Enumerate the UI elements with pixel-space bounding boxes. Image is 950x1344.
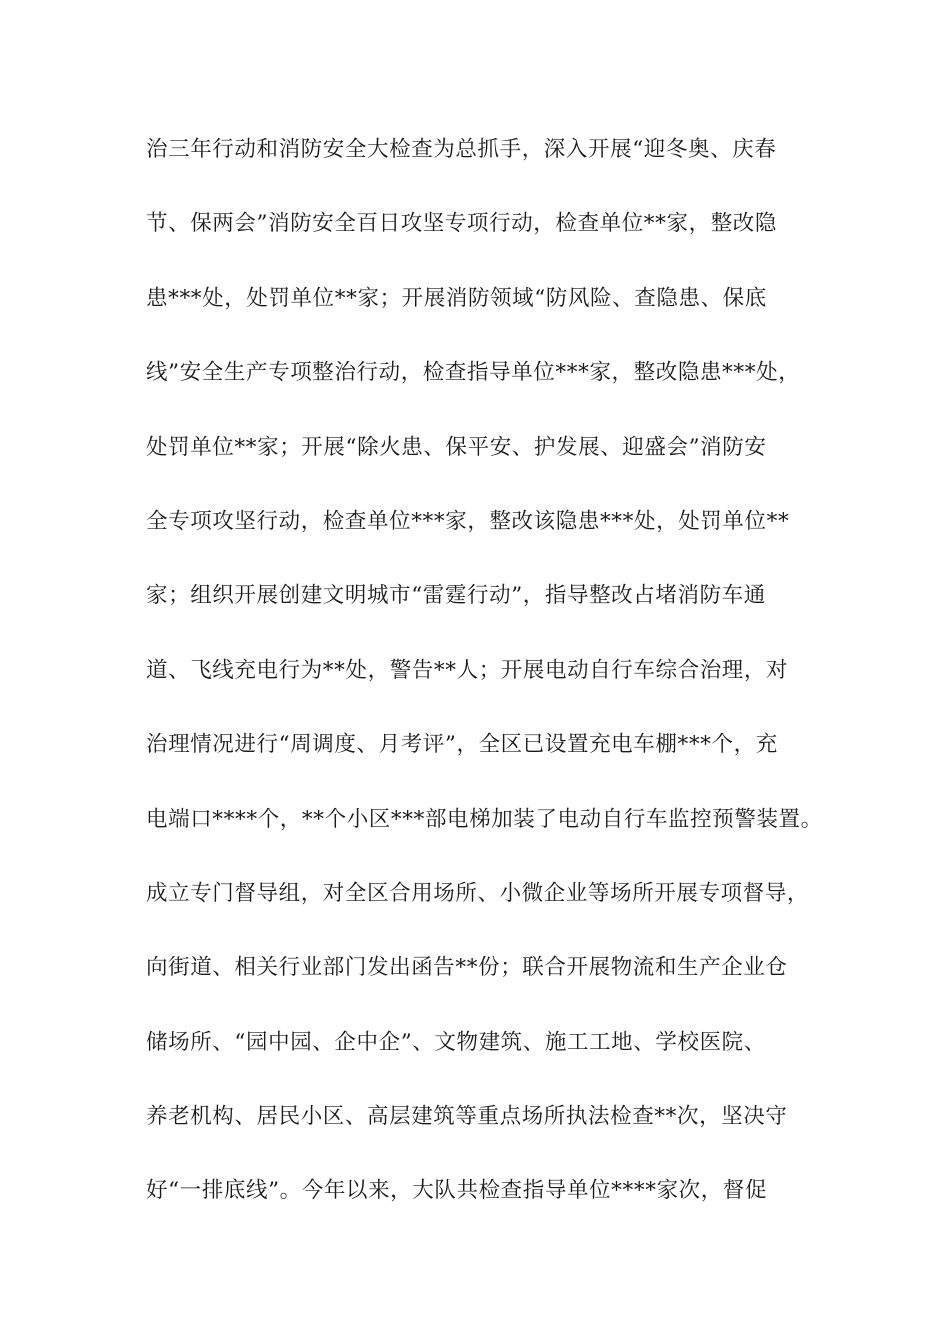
text-line: 养老机构、居民小区、高层建筑等重点场所执法检查**次，坚决守 xyxy=(146,1104,788,1130)
body-text xyxy=(146,136,846,1252)
text-line: 道、飞线充电行为**处，警告**人；开展电动自行车综合治理，对 xyxy=(146,657,789,683)
text-line: 成立专门督导组，对全区合用场所、小微企业等场所开展专项督导， xyxy=(146,880,810,906)
text-line: 向街道、相关行业部门发出函告**份；联合开展物流和生产企业仓 xyxy=(146,955,788,981)
text-line: 治理情况进行“周调度、月考评”，全区已设置充电车棚***个，充 xyxy=(146,732,778,758)
text-line: 电端口****个，**个小区***部电梯加装了电动自行车监控预警装置。 xyxy=(146,806,823,832)
text-line: 患***处，处罚单位**家；开展消防领域“防风险、查隐患、保底 xyxy=(146,285,767,311)
text-line: 全专项攻坚行动，检查单位***家，整改该隐患***处，处罚单位** xyxy=(146,508,790,534)
text-line: 节、保两会”消防安全百日攻坚专项行动，检查单位**家，整改隐 xyxy=(146,211,777,237)
text-line: 好“一排底线”。今年以来，大队共检查指导单位****家次，督促 xyxy=(146,1178,768,1204)
text-line: 处罚单位**家；开展“除火患、保平安、护发展、迎盛会”消防安 xyxy=(146,434,767,460)
text-line: 线”安全生产专项整治行动，检查指导单位***家，整改隐患***处， xyxy=(146,360,801,386)
text-line: 治三年行动和消防安全大检查为总抓手，深入开展“迎冬奥、庆春 xyxy=(146,137,777,162)
text-line: 家；组织开展创建文明城市“雷霆行动”，指导整改占堵消防车通 xyxy=(146,583,766,609)
text-line: 储场所、“园中园、企中企”、文物建筑、施工工地、学校医院、 xyxy=(146,1029,766,1055)
